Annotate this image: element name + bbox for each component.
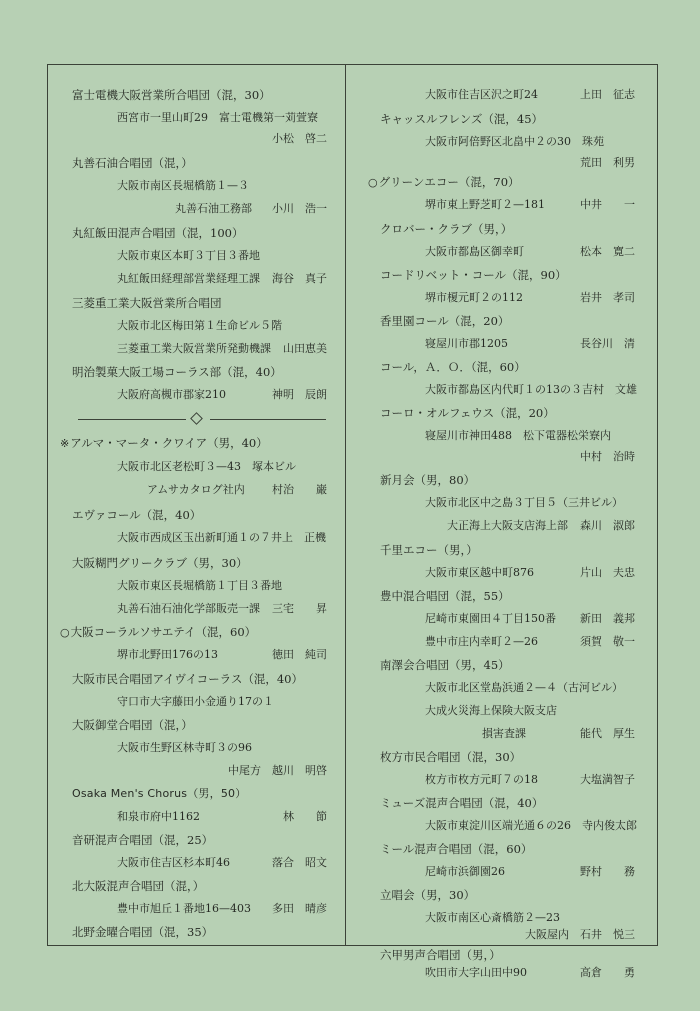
address: 堺市榎元町２の112 <box>425 291 523 304</box>
group-name: 富士電機大阪営業所合唱団（混，30） <box>72 88 271 102</box>
contact-person: 大塩満智子 <box>580 773 635 786</box>
contact-person: 森川 淑郎 <box>580 519 635 532</box>
group-name: 千里エコー（男，） <box>380 543 478 557</box>
group-name <box>60 625 256 640</box>
address: 大阪市北区老松町３—43 塚本ビル <box>117 460 296 473</box>
contact-person: 松本 寛二 <box>580 245 635 258</box>
address: 和泉市府中1162 <box>117 810 200 823</box>
diamond-icon <box>190 412 203 425</box>
group-name: ミューズ混声合唱団（混，40） <box>380 796 544 810</box>
group-name: 南澤会合唱団（男，45） <box>380 658 510 672</box>
contact-person: 小松 啓二 <box>272 132 327 145</box>
contact-person: 片山 夫忠 <box>580 566 635 579</box>
group-name-text: グリーンエコー（混，70） <box>378 175 520 189</box>
group-name: 北野金曜合唱団（混，35） <box>72 925 214 939</box>
address: 寝屋川市郡1205 <box>425 337 508 350</box>
address: 守口市大字藤田小金通り17の１ <box>117 695 274 708</box>
group-name: 三菱重工業大阪営業所合唱団 <box>72 296 222 310</box>
address: 大阪市北区梅田第１生命ビル５階 <box>117 319 282 332</box>
address: 大阪市住吉区杉本町46 <box>117 856 230 869</box>
group-name: クロバー・クラブ（男，） <box>380 222 513 236</box>
group-name: 明治製菓大阪工場コーラス部（混，40） <box>72 365 282 379</box>
address: 堺市北野田176の13 <box>117 648 218 661</box>
address: 堺市東上野芝町２—181 <box>425 198 545 211</box>
contact-person: 三宅 昇 <box>272 602 327 615</box>
group-name: 枚方市民合唱団（混，30） <box>380 750 522 764</box>
address: 大阪市東区本町３丁目３番地 <box>117 249 260 262</box>
group-name: エヴァコール（混，40） <box>72 508 202 522</box>
contact-person: 荒田 利男 <box>580 156 635 169</box>
contact-person: 村治 巌 <box>272 483 327 496</box>
address: 大阪市南区心斎橋筋２—23 <box>425 911 560 924</box>
address: 丸紅飯田経理部営業経理工課 <box>117 272 260 285</box>
contact-person: 新田 義邦 <box>580 612 635 625</box>
group-name: Osaka Men's Chorus（男，50） <box>72 787 247 800</box>
section-divider <box>78 412 326 426</box>
group-name: 六甲男声合唱団（男，） <box>380 948 501 962</box>
group-name: 大阪市民合唱団アイヴイコーラス（混，40） <box>72 672 303 686</box>
contact-person: 須賀 敬一 <box>580 635 635 648</box>
divider-line <box>78 419 186 420</box>
group-name: ミール混声合唱団（混，60） <box>380 842 533 856</box>
group-name: 豊中混合唱団（混，55） <box>380 589 510 603</box>
group-name: 北大阪混声合唱団（混，） <box>72 879 205 893</box>
address: 大正海上大阪支店海上部 <box>447 519 568 532</box>
contact-person: 中井 一 <box>580 198 635 211</box>
group-name: コール，Ａ．Ｏ．（混，60） <box>380 360 526 374</box>
address: 大阪府高槻市郡家210 <box>117 388 226 401</box>
address: 大阪市住吉区沢之町24 <box>425 88 538 101</box>
group-name-text: 大阪コーラルソサエテイ（混，60） <box>70 625 257 639</box>
group-name: 大阪糊門グリークラブ（男，30） <box>72 556 248 570</box>
contact-person: 林 節 <box>283 810 327 823</box>
address: 大阪市都島区内代町１の13の３吉村 文雄 <box>425 383 637 396</box>
contact-person: 多田 晴彦 <box>272 902 327 915</box>
contact-person: 上田 征志 <box>580 88 635 101</box>
contact-person: 中村 治時 <box>580 450 635 463</box>
contact-person: 中尾方 越川 明啓 <box>228 764 327 777</box>
contact-person: 長谷川 清 <box>580 337 635 350</box>
contact-person: 高倉 勇 <box>580 966 635 979</box>
address: アムサカタログ社内 <box>147 483 245 496</box>
address: 丸善石油工務部 <box>175 202 252 215</box>
group-name-text: アルマ・マータ・クワイア（男，40） <box>70 436 268 450</box>
contact-person: 小川 浩一 <box>272 202 327 215</box>
contact-person: 徳田 純司 <box>272 648 327 661</box>
address: 大阪市阿倍野区北畠中２の30 珠苑 <box>425 135 604 148</box>
contact-person: 野村 務 <box>580 865 635 878</box>
group-name: 丸善石油合唱団（混，） <box>72 156 193 170</box>
contact-person: 海谷 真子 <box>272 272 327 285</box>
address: 大阪市東区長堀橋筋１丁目３番地 <box>117 579 282 592</box>
asterisk-mark-icon: ※ <box>60 437 70 450</box>
address: 大成火災海上保険大阪支店 <box>425 704 557 717</box>
group-name: コーロ・オルフェウス（混，20） <box>380 406 555 420</box>
circle-mark-icon: ○ <box>60 626 70 639</box>
address: 尼崎市浜御園26 <box>425 865 505 878</box>
contact-person: 岩井 孝司 <box>580 291 635 304</box>
group-name: 音研混声合唱団（混，25） <box>72 833 214 847</box>
group-name: 立唱会（男，30） <box>380 888 476 902</box>
address: 豊中市旭丘１番地16—403 <box>117 902 251 915</box>
address: 丸善石油石油化学部販売一課 <box>117 602 260 615</box>
group-name: 香里園コール（混，20） <box>380 314 510 328</box>
group-name <box>60 436 268 451</box>
address: 損害査課 <box>482 727 526 740</box>
address: 豊中市庄内幸町２—26 <box>425 635 538 648</box>
contact-person: 大阪屋内 石井 悦三 <box>525 928 635 941</box>
group-name: 丸紅飯田混声合唱団（混，100） <box>72 226 244 240</box>
contact-person: 山田恵美 <box>283 342 327 355</box>
group-name <box>368 175 520 190</box>
address: 三菱重工業大阪営業所発動機課 <box>117 342 271 355</box>
column-divider <box>345 64 346 946</box>
group-name: コードリベット・コール（混，90） <box>380 268 567 282</box>
group-name: キャッスルフレンズ（混，45） <box>380 112 544 126</box>
address: 大阪市北区堂島浜通２—４（古河ビル） <box>425 681 623 694</box>
address: 大阪市南区長堀橋筋１—３ <box>117 179 249 192</box>
address: 大阪市北区中之島３丁目５（三井ビル） <box>425 496 623 509</box>
address: 尼崎市東園田４丁目150番 <box>425 612 556 625</box>
divider-line <box>210 419 326 420</box>
circle-mark-icon: ○ <box>368 176 378 189</box>
contact-person: 能代 厚生 <box>580 727 635 740</box>
contact-person: 神明 辰朗 <box>272 388 327 401</box>
address: 吹田市大字山田中90 <box>425 966 527 979</box>
address: 大阪市東淀川区端光通６の26 寺内俊太郎 <box>425 819 637 832</box>
address: 大阪市西成区玉出新町通１の７井上 正機 <box>117 531 326 544</box>
address: 大阪市東区越中町876 <box>425 566 534 579</box>
contact-person: 落合 昭文 <box>272 856 327 869</box>
address: 枚方市枚方元町７の18 <box>425 773 538 786</box>
group-name: 新月会（男，80） <box>380 473 476 487</box>
group-name: 大阪御堂合唱団（混，） <box>72 718 193 732</box>
address: 寝屋川市神田488 松下電器松栄寮内 <box>425 429 611 442</box>
address: 大阪市都島区御幸町 <box>425 245 524 258</box>
address: 大阪市生野区林寺町３の96 <box>117 741 252 754</box>
address: 西宮市一里山町29 富士電機第一苅萱寮 <box>117 111 318 124</box>
